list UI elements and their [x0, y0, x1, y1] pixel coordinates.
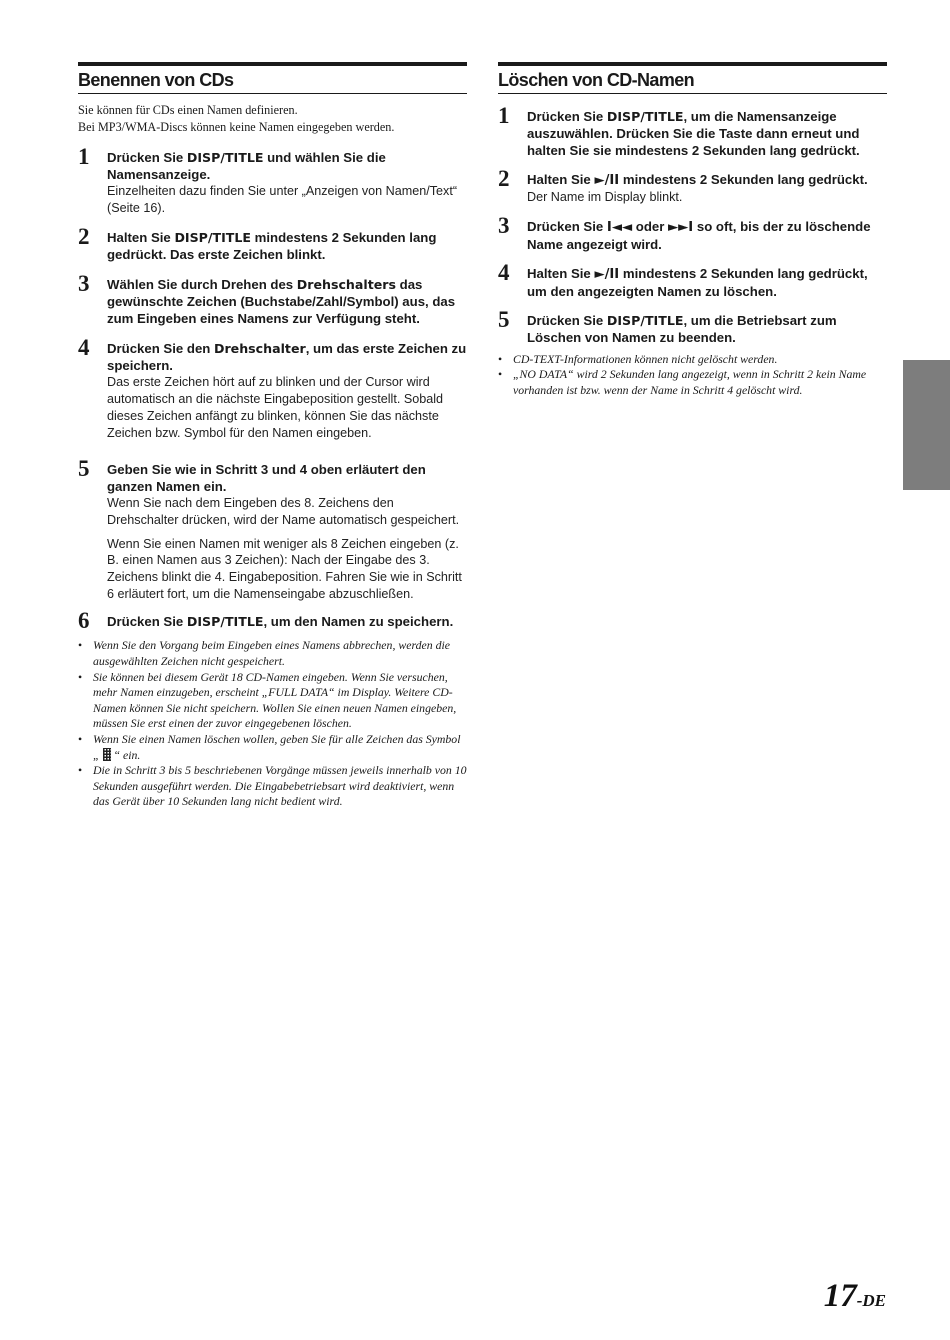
step-title: Geben Sie wie in Schritt 3 und 4 oben erläutert den ganzen Namen ein.	[107, 462, 426, 495]
note-item: • Die in Schritt 3 bis 5 beschriebenen Vorgänge müssen jeweils innerhalb von 10 Sekunden ausgeführt werden. Die Eingabebetriebsart wird deaktiviert, wenn das Gerät über 10 Sekunden lang nicht bedient wird.	[78, 763, 467, 810]
next-track-icon: ►►I	[668, 219, 694, 235]
step-title: Drücken Sie DISP/TITLE, um den Namen zu speichern.	[107, 614, 454, 630]
play-pause-icon: ►/II	[594, 266, 620, 282]
step-title: Halten Sie ►/II mindestens 2 Sekunden lang gedrückt, um den angezeigten Namen zu löschen.	[527, 265, 868, 299]
step-1	[78, 144, 467, 216]
step-body: Einzelheiten dazu finden Sie unter „Anzeigen von Namen/Text“ (Seite 16).	[107, 184, 458, 215]
step-4	[78, 335, 467, 441]
notes-list	[78, 638, 467, 810]
step-title: Drücken Sie DISP/TITLE, um die Betriebsart zum Löschen von Namen zu beenden.	[527, 312, 837, 345]
step-number: 2	[498, 166, 510, 191]
section-tab-marker	[903, 360, 950, 490]
note-item: • Wenn Sie einen Namen löschen wollen, geben Sie für alle Zeichen das Symbol „ “ ein.	[78, 732, 467, 763]
step-5	[78, 456, 467, 602]
step-number: 4	[78, 335, 90, 361]
note-item: • Wenn Sie den Vorgang beim Eingeben eines Namens abbrechen, werden die ausgewählten Zeichen nicht gespeichert.	[78, 638, 467, 669]
step-number: 3	[78, 271, 90, 297]
step-title: Halten Sie ►/II mindestens 2 Sekunden lang gedrückt.	[527, 172, 868, 188]
intro-text	[78, 102, 467, 135]
section-heading-delete-names: Löschen von CD-Namen	[498, 62, 887, 94]
step-title: Wählen Sie durch Drehen des Drehschalters das gewünschte Zeichen (Buchstabe/Zahl/Symbol) aus, das zum Eingeben eines Namens zur Verfügung steht.	[107, 277, 456, 327]
step-2	[78, 224, 467, 263]
right-column	[498, 62, 887, 398]
intro-line: Sie können für CDs einen Namen definieren.	[78, 103, 298, 117]
delete-step-2	[498, 166, 887, 206]
blank-symbol-icon	[103, 748, 111, 761]
delete-step-1	[498, 103, 887, 159]
previous-track-icon: I◄◄	[606, 219, 633, 235]
step-number: 4	[498, 259, 510, 285]
step-number: 2	[78, 224, 90, 250]
step-body: Das erste Zeichen hört auf zu blinken und der Cursor wird automatisch an die nächste Eingabeposition gestellt. Sobald dieses Zeichen anfängt zu blinken, können Sie das nächste Zeichen bzw. Symbol für den Namen eingeben.	[107, 375, 444, 440]
intro-line: Bei MP3/WMA-Discs können keine Namen eingegeben werden.	[78, 119, 395, 134]
step-title: Drücken Sie DISP/TITLE, um die Namensanzeige auszuwählen. Drücken Sie die Taste dann erneut und halten Sie sie mindestens 2 Sekunden lang gedrückt.	[527, 109, 860, 158]
step-number: 3	[498, 212, 510, 238]
step-6	[78, 608, 467, 634]
step-3	[78, 271, 467, 327]
step-title: Drücken Sie DISP/TITLE und wählen Sie die Namensanzeige.	[107, 150, 386, 182]
section-heading-name-cds: Benennen von CDs	[78, 62, 467, 94]
step-body: Wenn Sie nach dem Eingeben des 8. Zeichens den Drehschalter drücken, wird der Name automatisch gespeichert.	[107, 496, 460, 527]
delete-step-5	[498, 306, 887, 346]
page-number: 17-DE	[823, 1278, 886, 1314]
step-number: 5	[78, 456, 90, 482]
step-title: Halten Sie DISP/TITLE mindestens 2 Sekunden lang gedrückt. Das erste Zeichen blinkt.	[107, 230, 437, 263]
delete-step-4	[498, 259, 887, 300]
notes-list	[498, 352, 887, 399]
step-number: 5	[498, 306, 510, 332]
note-item: • Sie können bei diesem Gerät 18 CD-Namen eingeben. Wenn Sie versuchen, mehr Namen einzugeben, erscheint „FULL DATA“ im Display. Weitere CD-Namen können Sie nicht speichern. Wollen Sie einen neuen Namen eingeben, müssen Sie erst einen der zuvor eingegebenen löschen.	[78, 670, 467, 732]
step-number: 6	[78, 608, 90, 634]
play-pause-icon: ►/II	[594, 173, 620, 188]
step-number: 1	[78, 144, 90, 169]
step-body: Wenn Sie einen Namen mit weniger als 8 Zeichen eingeben (z. B. einen Namen aus 3 Zeichen): Nach der Eingabe des 3. Zeichens blinkt die 4. Eingabeposition. Fahren Sie wie in Schritt 6 erläutert fort, um die Namenseingabe abzuschließen.	[107, 536, 462, 601]
step-title: Drücken Sie I◄◄ oder ►►I so oft, bis der zu löschende Name angezeigt wird.	[527, 218, 871, 252]
step-title: Drücken Sie den Drehschalter, um das erste Zeichen zu speichern.	[107, 341, 467, 374]
delete-step-3	[498, 212, 887, 253]
note-item: • CD-TEXT-Informationen können nicht gelöscht werden.	[498, 352, 887, 368]
step-body: Der Name im Display blinkt.	[527, 190, 683, 204]
step-number: 1	[498, 103, 510, 128]
left-column	[78, 62, 467, 810]
note-item: • „NO DATA“ wird 2 Sekunden lang angezeigt, wenn in Schritt 2 kein Name vorhanden ist bzw. wenn der Name in Schritt 4 gelöscht wird.	[498, 367, 887, 398]
